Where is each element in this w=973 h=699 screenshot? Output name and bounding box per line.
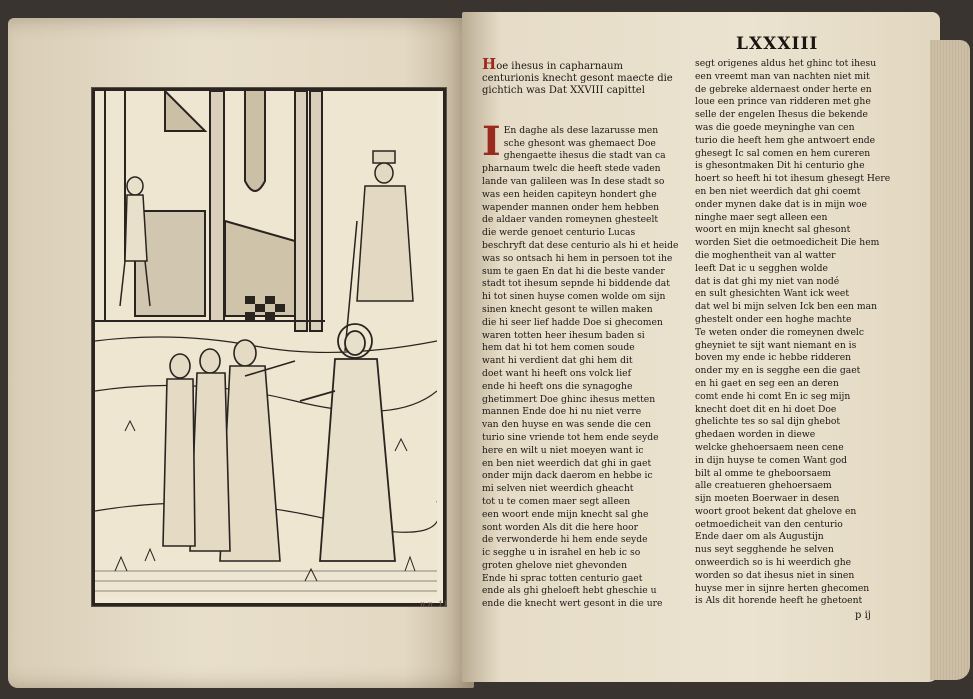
left-line: want hi verdient dat ghi hem dit <box>482 355 633 367</box>
right-line: worden Siet die oetmoedicheit Die hem <box>695 237 880 249</box>
right-line: was die goede meyninghe van cen <box>695 121 855 133</box>
right-line: Te weten onder die romeynen dwelc <box>695 326 865 338</box>
right-line: is Als dit horende heeft he ghetoent <box>695 595 863 607</box>
left-line: sinen knecht gesont te willen maken <box>482 303 653 315</box>
left-line: Ende hi sprac totten centurio gaet <box>482 572 643 584</box>
folio-number: LXXXIII <box>736 34 819 54</box>
left-line: beschryft dat dese centurio als hi et heide <box>482 239 679 251</box>
left-line: tot u te comen maer segt alleen <box>482 495 631 507</box>
right-line: dat wel bi mijn selven Ick ben een man <box>695 301 878 313</box>
left-line: ghetimmert Doe ghinc ihesus metten <box>482 393 656 405</box>
right-line: is ghesontmaken Dit hi centurio ghe <box>695 160 865 172</box>
left-line: en ben niet weerdich dat ghi in gaet <box>482 457 652 469</box>
left-line: mannen Ende doe hi nu niet verre <box>482 406 642 418</box>
right-line: ghelichte tes so sal dijn ghebot <box>695 416 841 428</box>
left-line: ic segghe u in israhel en heb ic so <box>482 547 641 559</box>
left-line: ende die knecht wert gesont in die ure <box>482 598 663 610</box>
pencil-annotation: n.n. 11 <box>420 600 449 609</box>
right-line: segt origenes aldus het ghinc tot ihesu <box>695 58 877 69</box>
right-line: alle creatueren ghehoersaem <box>695 480 832 492</box>
right-line: ninghe maer segt alleen een <box>695 211 828 223</box>
left-line: ende als ghi gheloeft hebt gheschie u <box>482 585 657 597</box>
woodcut-drawing <box>95 91 437 597</box>
right-line: dat is dat ghi my niet van nodé <box>695 275 840 287</box>
right-line: en sult ghesichten Want ick weet <box>695 288 850 300</box>
right-line: die moghentheit van al watter <box>695 249 836 261</box>
right-line: sijn moeten Boerwaer in desen <box>695 493 840 505</box>
left-line: wapender mannen onder hem hebben <box>482 201 660 213</box>
right-line: onder mynen dake dat is in mijn woe <box>695 198 867 210</box>
left-line: van den huyse en was sende die cen <box>482 419 651 431</box>
right-line: de gebreke aldernaest onder herte en <box>695 83 872 95</box>
right-line: woort groot bekent dat ghelove en <box>695 505 857 517</box>
right-line: onder my en is segghe een die gaet <box>695 365 861 377</box>
woodcut-illustration <box>92 88 446 606</box>
left-line: doet want hi heeft ons volck lief <box>482 367 632 379</box>
right-line: huyse mer in sijnre herten ghecomen <box>695 582 870 594</box>
right-line: welcke ghehoersaem neen cene <box>695 441 844 453</box>
left-line: stadt tot ihesum sepnde hi biddende dat <box>482 278 670 290</box>
right-line: comt ende hi comt En ic seg mijn <box>695 390 851 402</box>
drop-initial: I <box>482 117 501 165</box>
left-line: een woort ende mijn knecht sal ghe <box>482 508 649 520</box>
heading-text: oe ihesus in capharnaum centurionis knecht gesont maecte die gichtich was Dat XXVIII capittel <box>482 61 673 96</box>
right-line: oetmoedicheit van den centurio <box>695 518 843 530</box>
left-line: sont worden Als dit die here hoor <box>482 521 639 533</box>
left-line: sum te gaen En dat hi die beste vander <box>482 265 665 277</box>
text-column-left <box>482 112 687 624</box>
left-line: was een heiden capiteyn hondert ghe <box>482 188 657 200</box>
right-line: onweerdich so is hi weerdich ghe <box>695 557 852 569</box>
left-line: turio sine vriende tot hem ende seyde <box>482 431 659 443</box>
left-line: de verwonderde hi hem ende seyde <box>482 534 648 546</box>
page-edges <box>930 40 970 680</box>
right-line: boven my ende ic hebbe ridderen <box>695 352 852 364</box>
left-line: hem dat hi tot hem comen soude <box>482 342 635 354</box>
left-line: ghengaette ihesus die stadt van ca <box>503 150 666 162</box>
text-column-right <box>695 58 895 608</box>
left-line: here en wilt u niet moeyen want ic <box>482 444 644 456</box>
right-line: en hi gaet en seg een an deren <box>695 377 839 389</box>
right-line: bilt al omme te gheboorsaem <box>695 467 831 479</box>
right-line: woort en mijn knecht sal ghesont <box>695 224 851 236</box>
right-line: in dijn huyse te comen Want god <box>695 454 848 466</box>
left-line: pharnaum twelc die heeft stede vaden <box>482 163 661 175</box>
left-line: hi tot sinen huyse comen wolde om sijn <box>482 291 666 303</box>
left-line: de aldaer vanden romeynen ghesteelt <box>482 214 659 226</box>
column-left-body <box>482 117 679 610</box>
left-line: lande van galileen was In dese stadt so <box>482 175 665 187</box>
right-line: ghesegt Ic sal comen en hem cureren <box>695 147 871 159</box>
right-line: een vreemt man van nachten niet mit <box>695 70 870 82</box>
left-line: groten ghelove niet ghevonden <box>482 559 628 571</box>
left-line: waren totten heer ihesum baden si <box>482 329 645 341</box>
right-line: selle der engelen Ihesus die bekende <box>695 109 868 121</box>
heading-initial: H <box>482 55 497 73</box>
right-line: hoert so heeft hi tot ihesum ghesegt Here <box>695 173 891 185</box>
right-line: loue een prince van ridderen met ghe <box>695 96 871 108</box>
chapter-heading <box>482 55 682 97</box>
right-line: ghedaen worden in diewe <box>695 429 816 441</box>
left-line: ende hi heeft ons die synagoghe <box>482 380 633 392</box>
left-line: die werde genoet centurio Lucas <box>482 227 636 239</box>
right-line: turio die heeft hem ghe antwoert ende <box>695 134 876 146</box>
left-line: was so ontsach hi hem in persoen tot ihe <box>482 252 673 264</box>
right-line: gheyniet te sijt want niemant en is <box>695 339 857 351</box>
signature-mark: p ij <box>855 610 871 621</box>
left-line: sche ghesont was ghemaect Doe <box>503 137 656 149</box>
left-line: En daghe als dese lazarusse men <box>503 124 659 136</box>
left-line: mi selven niet weerdich gheacht <box>482 483 634 495</box>
right-line: en ben niet weerdich dat ghi coemt <box>695 185 861 197</box>
right-line: ghestelt onder een hoghe machte <box>695 313 852 325</box>
right-line: knecht doet dit en hi doet Doe <box>695 403 837 415</box>
right-line: worden so dat ihesus niet in sinen <box>695 569 855 581</box>
right-line: nus seyt segghende he selven <box>695 544 834 556</box>
right-line: Ende daer om als Augustijn <box>695 531 824 543</box>
left-line: onder mijn dack daerom en hebbe ic <box>482 470 653 482</box>
left-line: die hi seer lief hadde Doe si ghecomen <box>482 316 663 328</box>
right-line: leeft Dat ic u segghen wolde <box>695 262 828 274</box>
